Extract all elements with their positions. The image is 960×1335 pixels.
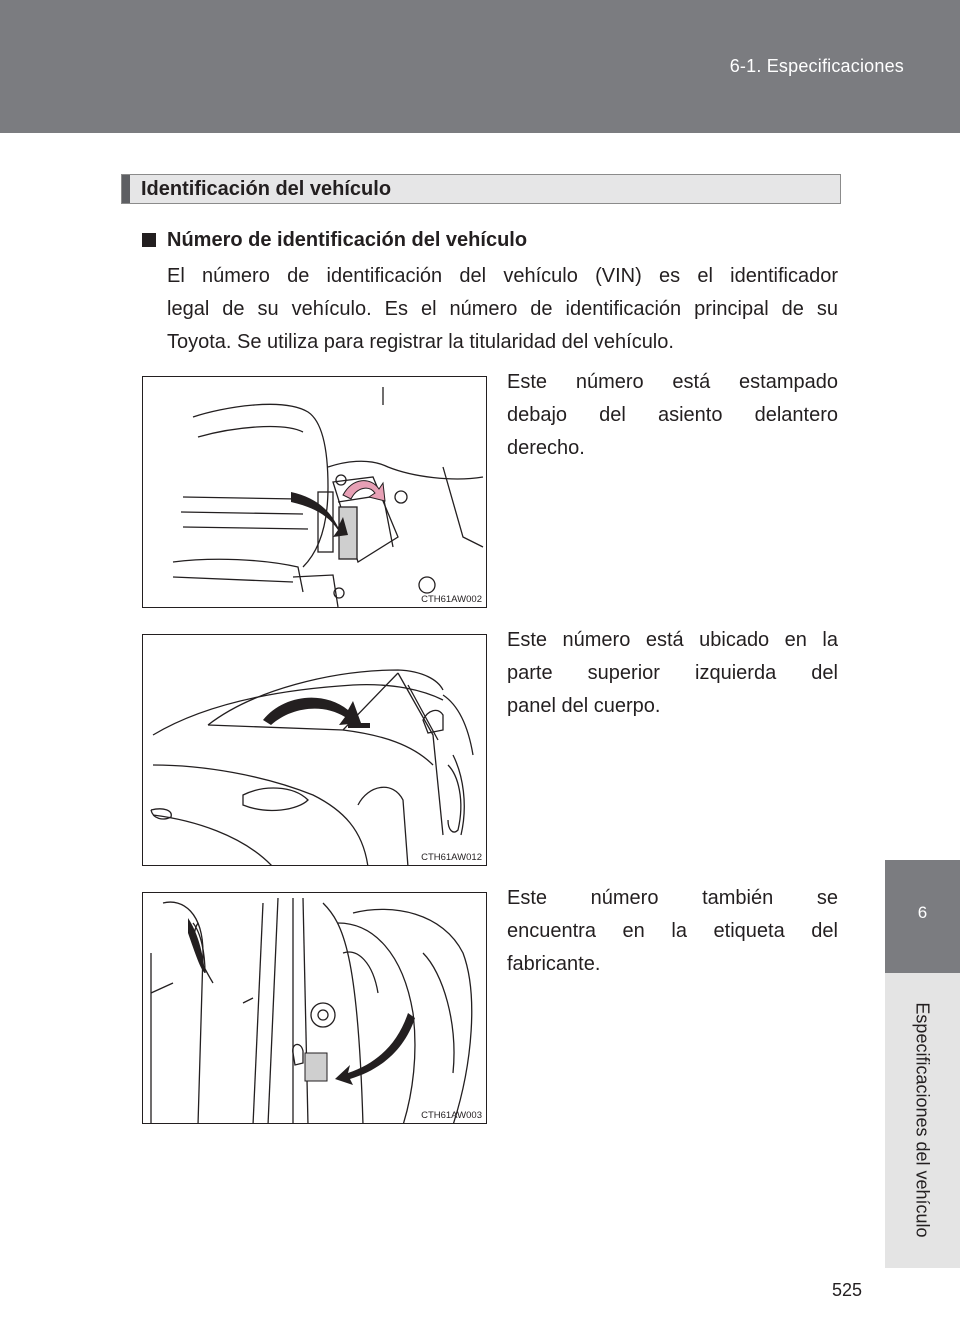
door-pillar-illustration-icon <box>143 893 487 1124</box>
figure-code: CTH61AW003 <box>421 1110 482 1121</box>
caption-line: fabricante. <box>507 953 601 975</box>
figure-label-vin <box>142 892 487 1124</box>
page-number: 525 <box>831 1280 862 1300</box>
section-title-box <box>121 174 841 204</box>
figure-code: CTH61AW012 <box>421 852 482 863</box>
caption-line: parte superior izquierda del <box>507 662 838 684</box>
caption-line: encuentra en la etiqueta del <box>507 920 838 942</box>
figure-windshield-vin <box>142 634 487 866</box>
caption-line: Este número está estampado <box>507 371 838 393</box>
title-accent-bar <box>122 175 130 203</box>
section-title: Identificación del vehículo <box>141 178 392 200</box>
caption-line: debajo del asiento delantero <box>507 404 838 426</box>
chapter-label: Especificaciones del vehículo <box>912 1002 933 1238</box>
car-front-illustration-icon <box>143 635 487 866</box>
figure-caption <box>507 366 838 465</box>
intro-line: El número de identificación del vehículo (VIN) es el identificador <box>167 265 838 287</box>
caption-line: Este número también se <box>507 887 838 909</box>
intro-paragraph <box>167 260 838 359</box>
bullet-square-icon <box>142 233 156 247</box>
figure-code: CTH61AW002 <box>421 594 482 605</box>
chapter-number: 6 <box>917 903 928 922</box>
figure-caption <box>507 882 838 981</box>
seat-illustration-icon <box>143 377 487 608</box>
caption-line: Este número está ubicado en la <box>507 629 838 651</box>
intro-line: Toyota. Se utiliza para registrar la titularidad del vehículo. <box>167 331 674 353</box>
subheading <box>142 229 527 252</box>
subheading-text: Número de identificación del vehículo <box>167 229 528 251</box>
caption-line: derecho. <box>507 437 585 459</box>
figure-caption <box>507 624 838 723</box>
section-reference: 6-1. Especificaciones <box>729 56 904 76</box>
intro-line: legal de su vehículo. Es el número de identificación principal de su <box>167 298 838 320</box>
caption-line: panel del cuerpo. <box>507 695 661 717</box>
figure-seat-vin <box>142 376 487 608</box>
